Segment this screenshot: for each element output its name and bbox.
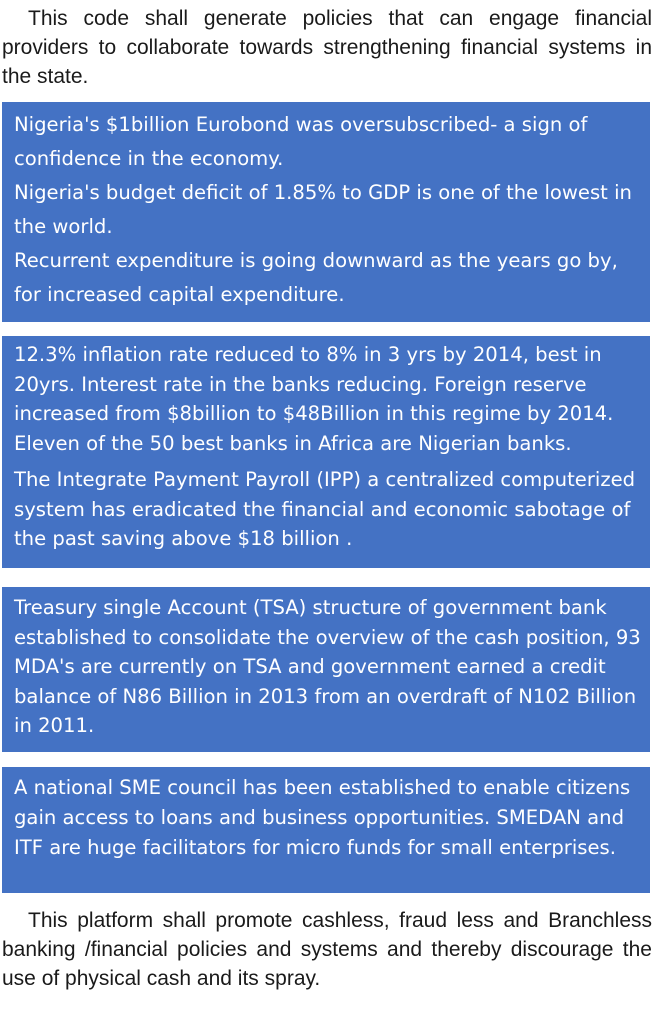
sme-council-text: A national SME council has been established to enable citizens gain access to loans and business opportunities. SMEDAN and ITF are huge facilitators for micro funds for small enterprises. bbox=[14, 776, 631, 859]
inflation-reserve-text: 12.3% inflation rate reduced to 8% in 3 yrs by 2014, best in 20yrs. Interest rate in the banks reducing. Foreign reserve increased from $8billion to $48Billion in this regime by 2014. Eleven of the 50 best banks in Africa are Nigerian banks. bbox=[14, 343, 614, 455]
inflation-ipp-box bbox=[2, 336, 650, 568]
budget-deficit-text: Nigeria's budget deficit of 1.85% to GDP is one of the lowest in the world. bbox=[14, 181, 632, 238]
intro-paragraph: This code shall generate policies that can engage financial providers to collaborate towards strengthening financial systems in the state. bbox=[2, 7, 652, 88]
eurobond-text: Nigeria's $1billion Eurobond was oversubscribed- a sign of confidence in the economy. bbox=[14, 113, 588, 170]
recurrent-expenditure-text: Recurrent expenditure is going downward as the years go by, for increased capital expenditure. bbox=[14, 249, 618, 306]
outro-paragraph: This platform shall promote cashless, fraud less and Branchless banking /financial policies and systems and thereby discourage the use of physical cash and its spray. bbox=[2, 909, 652, 990]
tsa-box bbox=[2, 587, 650, 752]
eurobond-budget-box bbox=[2, 102, 650, 322]
tsa-text: Treasury single Account (TSA) structure of government bank established to consolidate the overview of the cash position, 93 MDA's are currently on TSA and government earned a credit balance of N86 Billion in 2013 from an overdraft of N102 Billion in 2011. bbox=[14, 596, 641, 737]
ipp-text: The Integrate Payment Payroll (IPP) a centralized computerized system has eradicated the financial and economic sabotage of the past saving above $18 billion . bbox=[14, 468, 636, 550]
sme-council-box bbox=[2, 767, 650, 893]
